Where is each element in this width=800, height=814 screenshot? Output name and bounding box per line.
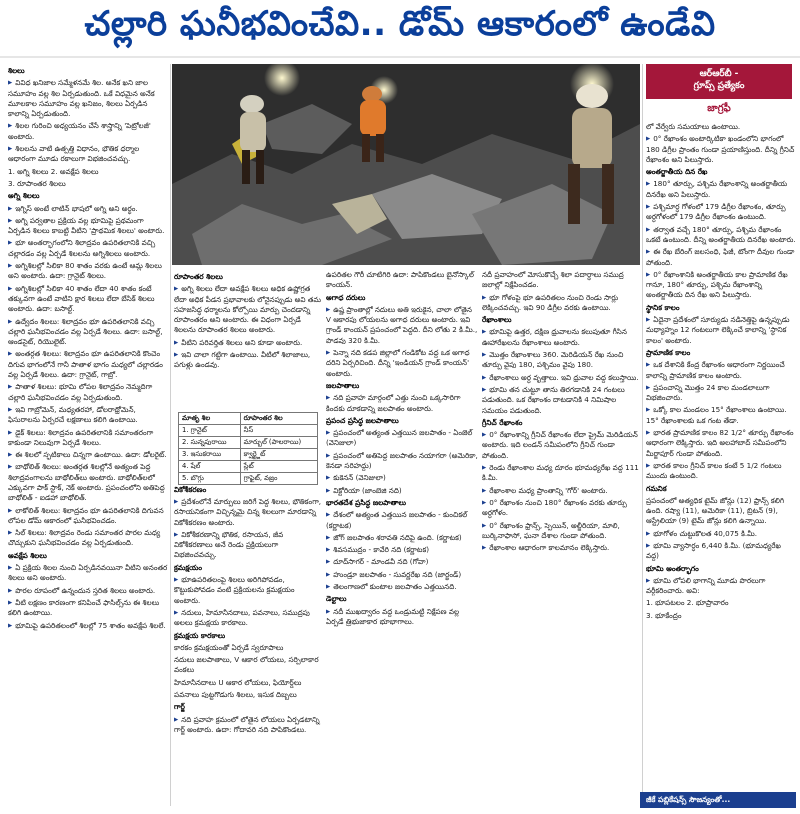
bullet-point: ▶ భూమిపై ఉత్తర, దక్షిణ ధ్రువాలను కలుపుతూ గీసిన ఊహారేఖలను రేఖాంశాలు అంటారు. [482, 327, 642, 348]
bullet-point: ▶ విక్టోరియా (జాంబెజి నది) [326, 486, 478, 496]
table-row [179, 473, 318, 485]
table-cell: 2. సున్నపురాయి [179, 437, 241, 449]
section-heading: శిలలు [8, 66, 25, 75]
bullet-point: ▶ ఇవి గాబ్రోమెన్, మధ్యతరహా, డోలరాథ్రోమెన్, ఫిసురాలను ఏర్పరచే లక్షణాలు కలిగి ఉంటాయి. [8, 405, 168, 426]
subject-label: జాగ్రఫీ [707, 103, 731, 114]
article-column-1 [8, 64, 168, 806]
bullet-point: ▶ పశ్చిమార్ధ గోళంలో 179 డిగ్రీల రేఖాంశం, తూర్పు అర్ధగోళంలో 179 డిగ్రీల రేఖాంశం ఉంటుంది. [646, 202, 796, 223]
table-header: రూపాంతర శిల [240, 413, 317, 425]
column-rule [170, 64, 171, 806]
rock-transformation-table [178, 412, 318, 485]
section-heading: రేఖాంశాలు [482, 315, 512, 325]
bullet-point: ▶ నది ప్రవాహ మార్గంలో ఎత్తు నుంచి ఒక్కసారిగా కిందకు దూకడాన్ని జలపాతం అంటారు. [326, 393, 478, 414]
bullet-point: ▶ అగ్ని శిలలు లేదా అవక్షేప శిలలు అధిక ఉష్ణోగ్రత లేదా అధిక పీడన ప్రభావాలకు లోనైనప్పుడు అవి తమ సహజసిద్ధ ధర్మాలను కోల్పోయి మార్పు చెందడాన్ని రూపాంతరం అని అంటారు. ఈ విధంగా ఏర్పడే శిలలను రూపాంతర శిలలు అంటారు. [174, 284, 322, 335]
bullet-point: ▶ భూఉపరితలంపై శిలలు అరిగిపోవడం, కొట్టుకుపోవడం వంటి ప్రక్రియలను క్రమక్షయం అంటారు. [174, 575, 322, 606]
bullet-point: ▶ నదీ ముఖద్వారం వద్ద ఒండ్రుమట్టి నిక్షేపణ వల్ల ఏర్పడే త్రిభుజాకార భూభాగాలు. [326, 607, 478, 628]
bullet-point: ▶ భూమి లోపలి భాగాన్ని మూడు పొరలుగా వర్గీకరించారు. అవి: [646, 576, 796, 597]
section-heading: గార్జ్ [174, 702, 185, 712]
bullet-point: ▶ పాతాళ శిలలు: భూమి లోపల శిలాద్రవం నెమ్మదిగా చల్లారి ఘనీభవించడం వల్ల ఏర్పడుతుంది. [8, 382, 168, 403]
bullet-point: ▶ ప్రపంచాన్ని మొత్తం 24 కాల మండలాలుగా విభజించారు. [646, 383, 796, 404]
bullet-point: ▶ ఏదైనా ప్రదేశంలో సూర్యుడు నడినెత్తిపై ఉన్నప్పుడు మధ్యాహ్నం 12 గంటలుగా లెక్కించే కాలాన్ని 'స్థానిక కాలం' అంటారు. [646, 315, 796, 346]
bullet-point: ▶ తెలంగాణలో కుంటాల జలపాతం ఎత్తయినది. [326, 582, 478, 592]
table-row [179, 461, 318, 473]
bullet-point: ▶ ఇవి చాలా గట్టిగా ఉంటాయి. వీటిలో శిలాజాలు, పగుళ్లు ఉండవు. [174, 350, 322, 371]
article-column-3 [326, 270, 478, 806]
bullet-point: ▶ అంతర్గత శిలలు: శిలాద్రవం భూ ఉపరితలానికి కొంచెం దిగువ భాగంలోనే గానీ పాతాళ భాగం మధ్యలో చల్లారడం వల్ల ఏర్పడే శిలలు. ఉదా: గ్రానైట్, గాబ్రో. [8, 349, 168, 380]
bullet-point: ▶ నది ప్రవాహ క్రమంలో లోతైన లోయలు ఏర్పడటాన్ని గార్జ్ అంటారు. ఉదా: గోదావరి నది పాపికొండలు. [174, 715, 322, 736]
section-tag [646, 64, 792, 98]
bullet-point: ▶ శిలల గురించి అధ్యయనం చేసే శాస్త్రాన్ని 'పెట్రోలజీ' అంటారు. [8, 121, 168, 142]
table-row [179, 425, 318, 437]
bullet-point: ▶ 0° రేఖాంశం అంటార్కిటికా ఖండంలోని భాగంలో 180 డిగ్రీల ప్రాంతం గుండా ప్రయాణిస్తుంది. దీన్ని గ్రీనిచ్ రేఖాంశం అని పిలుస్తారు. [646, 134, 796, 165]
bullet-point: ▶ ప్రపంచంలో అత్యంత ఎత్తయిన జలపాతం - ఏంజెల్ (వెనిజులా) [326, 428, 478, 449]
bullet-point: ▶ భూమి తన చుట్టూ తాను తిరగడానికి 24 గంటలు పడుతుంది. ఒక రేఖాంశం దాటడానికి 4 నిమిషాల సమయం పడుతుంది. [482, 385, 642, 416]
bullet-point: ▶ అగ్నిశిలల్లో సిలికా 80 శాతం వరకు ఉంటే ఆమ్ల శిలలు అని అంటారు. ఉదా: గ్రానైట్ శిలలు. [8, 261, 168, 282]
bullet-point: ▶ అగ్నిశిలల్లో సిలికా 40 శాతం లేదా 40 శాతం కంటే తక్కువగా ఉంటే వాటిని క్షార శిలలు లేదా బేసిక్ శిలలు అంటారు. ఉదా: బసాల్ట్. [8, 284, 168, 315]
bullet-point: ▶ ఉష్ణ ప్రాంతాల్లో నదులు అతి ఇరుకైన, చాలా లోతైన V ఆకారపు లోయలను అగాధ దరులు అంటారు. ఇవి గ్రాండ్ కాంయన్ ప్రపంచంలో పెద్దది. దీని లోతు 2 కి.మీ., పొడవు 320 కి.మీ. [326, 305, 478, 346]
mining-scene-illustration [172, 64, 640, 265]
section-heading: భారతదేశ ప్రసిద్ధ జలపాతాలు [326, 497, 407, 507]
bullet-point: ▶ భారత ప్రామాణిక కాలం 82 1/2° తూర్పు రేఖాంశం ఆధారంగా లెక్కిస్తారు. ఇది అలహాబాద్ సమీపంలోని మీర్జాపూర్ గుండా పోతుంది. [646, 428, 796, 459]
bullet-point: ▶ మొత్తం రేఖాంశాలు 360. మెరిడియన్ రేఖ నుంచి తూర్పు వైపు 180, పశ్చిమం వైపు 180. [482, 350, 642, 371]
table-row [179, 449, 318, 461]
bullet-point: ▶ లాకోలిత్ శిలలు: శిలాద్రవం భూ ఉపరితలానికి దిగువన లోపల డోమ్ ఆకారంలో ఘనీభవించడం. [8, 506, 168, 527]
bullet-point: ▶ నదులు, హిమానీనదాలు, పవనాలు, సముద్రపు అలలు క్రమక్షయ కారకాలు. [174, 608, 322, 629]
bullet-point: ▶ భూ అంతర్భాగంలోని శిలాద్రవం ఉపరితలానికి వచ్చి చల్లారడం వల్ల ఏర్పడే శిలలను అగ్నిశిలలు అంటారు. [8, 238, 168, 259]
bullet-point: ▶ తర్వాత వచ్చే 180° తూర్పు, పశ్చిమ రేఖాంశం ఒకటే ఉంటుంది. దీన్ని అంతర్జాతీయ దినరేఖ అంటారు. [646, 225, 796, 246]
table-cell: 3. ఇసుకరాయి [179, 449, 241, 461]
section-heading: భూమి అంతర్భాగం [646, 563, 699, 573]
bullet-point: ▶ శివసముద్రం - కావేరి నది (కర్ణాటక) [326, 545, 478, 555]
footer-credit: జీకే పబ్లికేషన్స్ సౌజన్యంతో... [640, 792, 796, 808]
bullet-point: ▶ ఈ రేఖ బేరింగ్ జలసంధి, ఫిజీ, టోంగా దీవుల గుండా పోతుంది. [646, 247, 796, 268]
bullet-point: ▶ పెన్నా నది కడప జిల్లాలో గండికోట వద్ద ఒక అగాధ దరిని ఏర్పరిచింది. దీన్ని 'ఇండియన్ గ్రాండ్ కాంయన్' అంటారు. [326, 348, 478, 379]
section-heading: క్రమక్షయ కారకాలు [174, 630, 226, 640]
bullet-point: ▶ అగ్ని పర్వతాల ప్రక్రియ వల్ల భూమిపై ప్రథమంగా ఏర్పడిన శిలలు కాబట్టి వీటిని 'ప్రాథమిక శిలలు' అంటారు. [8, 216, 168, 237]
tag-line-2: గ్రూప్స్ ప్రత్యేకం [693, 81, 745, 91]
bullet-point: ▶ శిలలను వాటి ఉత్పత్తి విధానం, భౌతిక ధర్మాల ఆధారంగా మూడు రకాలుగా విభజించవచ్చు. [8, 144, 168, 165]
bullet-point: ▶ భూమి వ్యాసార్ధం 6,440 కి.మీ. (భూమధ్యరేఖ వద్ద) [646, 541, 796, 562]
bullet-point: ▶ భూగోళం చుట్టుకొలత 40,075 కి.మీ. [646, 529, 796, 539]
article-column-2 [174, 270, 322, 806]
bullet-point: ▶ హుండ్రూ జలపాతం - సువర్ణరేఖ నది (జార్ఖండ్) [326, 570, 478, 580]
table-cell: 1. గ్రానైట్ [179, 425, 241, 437]
bullet-point: ▶ 0° రేఖాంశాన్ని గ్రీనిచ్ రేఖాంశం లేదా ప్రైమ్ మెరిడియన్ అంటారు. ఇది లండన్ సమీపంలోని గ్రీనిచ్ గుండా పోతుంది. [482, 430, 642, 461]
section-heading: అవక్షేప శిలలు [8, 550, 47, 560]
section-heading: జలపాతాలు [326, 380, 360, 390]
bullet-point: ▶ ప్రదేశంలోనే మార్పులు జరిగే పెద్ద శిలలు, భౌతికంగా, రసాయనికంగా విచ్ఛిన్నమై చిన్న శిలలుగా మారడాన్ని వికోశీకరణం అంటారు. [174, 497, 322, 528]
paragraph: నదులు జలపాతాలు, V ఆకార లోయలు, సర్పిలాకార వంకలు [174, 655, 319, 675]
paragraph: 1. భూపటలం 2. భూప్రావారం [646, 598, 729, 608]
section-heading: అగ్ని శిలలు [8, 191, 40, 201]
bullet-point: ▶ జోగ్ జలపాతం శరావతి నదిపై ఉంది. (కర్ణాటక) [326, 533, 478, 543]
bullet-point: ▶ ఈ శిలలో స్ఫటికాలు చిన్నగా ఉంటాయి. ఉదా: డోలరైట్. [8, 450, 168, 460]
bullet-point: ▶ దేశంలో అత్యంత ఎత్తయిన జలపాతం - కుంచికల్ (కర్ణాటక) [326, 510, 478, 531]
bullet-point: ▶ కుకెనన్ (వెనిజులా) [326, 473, 478, 483]
paragraph: కారకం క్రమక్షయంతో ఏర్పడే స్వరూపాలు [174, 642, 284, 652]
paragraph: ప్రపంచంలో అత్యధిక టైమ్ జోన్లు (12) ఫ్రాన్స్ కలిగి ఉంది. రష్యా (11), అమెరికా (11), బ్రిటన్ (9), ఆస్ట్రేలియా (9) టైమ్ జోన్లు కలిగి ఉన్నాయి. [646, 495, 785, 526]
table-cell: 5. బొగ్గు [179, 473, 241, 485]
table-cell: గ్రాఫైట్, వజ్రం [240, 473, 317, 485]
bullet-point: ▶ ఒక్కో కాల మండలం 15° రేఖాంశాలు ఉంటాయి. 15° రేఖాంశాలకు ఒక గంట తేడా. [646, 405, 796, 426]
paragraph: ఉపరితల గౌరీ చూటిగిరి ఉదా: పాపికొండలు బైనోస్కాల్ కాంయన్. [326, 270, 474, 290]
bullet-point: ▶ ఒక దేశానికి కేంద్ర రేఖాంశం ఆధారంగా నిర్ణయించే కాలాన్ని ప్రామాణిక కాలం అంటారు. [646, 360, 796, 381]
section-heading: క్రమక్షయం [174, 562, 202, 572]
bullet-point: ▶ 0° రేఖాంశం ఫ్రాన్స్, స్పెయిన్, అల్జీరియా, మాలి, బుర్కినాఫాసో, ఘనా దేశాల గుండా పోతుంది. [482, 521, 642, 542]
section-heading: ప్రామాణిక కాలం [646, 347, 691, 357]
paragraph: 3. రూపాంతర శిలలు [8, 178, 66, 188]
bullet-point: ▶ రేఖాంశాల ఆధారంగా కాలమానం లెక్కిస్తారు. [482, 543, 642, 553]
bullet-point: ▶ ఉద్వేదం శిలలు: శిలాద్రవం భూ ఉపరితలానికి వచ్చి చల్లారి ఘనీభవించడం వల్ల ఏర్పడే శిలలు. ఉదా: బసాల్ట్, ఆండసైట్, రియొలైట్. [8, 317, 168, 348]
bullet-point: ▶ భారత కాలం గ్రీనిచ్ కాలం కంటే 5 1/2 గంటలు ముందు ఉంటుంది. [646, 461, 796, 482]
table-header-row [179, 413, 318, 425]
bullet-point: ▶ వివిధ ఖనిజాల సమ్మేళనమే శిల. అనేక ఖని జాల సమూహం వల్ల శిల ఏర్పడుతుంది. ఒకే విధమైన అనేక మూలకాల సమూహం వల్ల ఖనిజం, శిలలు ఏర్పడిన కాలాన్ని ఏర్పడుతుంది. [8, 78, 168, 119]
headline: చల్లారి ఘనీభవించేవి.. డోమ్ ఆకారంలో ఉండేవి [0, 0, 800, 58]
bullet-point: ▶ రెండు రేఖాంశాల మధ్య దూరం భూమధ్యరేఖ వద్ద 111 కి.మీ. [482, 463, 642, 484]
column-rule [642, 64, 643, 806]
bullet-point: ▶ వికోశీకరణాన్ని భౌతిక, రసాయన, జీవ వికోశీకరణాలు అనే రెండు ప్రక్రియలుగా విభజించవచ్చు. [174, 530, 322, 561]
bullet-point: ▶ భూమిపై ఉపరితలంలో శిలల్లో 75 శాతం అవక్షేప శిలలే. [8, 621, 168, 631]
bullet-point: ▶ ఏ ప్రక్రియ శిలల నుంచి ఏర్పడినవయినా వీటిని అనంతర శిలలు అని అంటారు. [8, 563, 168, 584]
bullet-point: ▶ రేఖాంశాలు అర్ధ వృత్తాలు. ఇవి ధ్రువాల వద్ద కలుస్తాయి. [482, 373, 642, 383]
bullet-point: ▶ 0° రేఖాంశం నుంచి 180° రేఖాంశం వరకు తూర్పు అర్ధగోళం. [482, 498, 642, 519]
tag-line-1: ఆర్ఆర్‌బీ - [699, 69, 739, 79]
bullet-point: ▶ సిల్ శిలలు: శిలాద్రవం రెండు సమాంతర పొరల మధ్య చొచ్చుకుని ఘనీభవించడం వల్ల ఏర్పడుతుంది. [8, 528, 168, 549]
bullet-point: ▶ రేఖాంశాల మధ్య ప్రాంతాన్ని 'గోర్' అంటారు. [482, 486, 642, 496]
section-heading: రూపాంతర శిలలు [174, 272, 223, 281]
section-heading: అంతర్జాతీయ దిన రేఖ [646, 167, 708, 177]
bullet-point: ▶ వీటి లక్షణం కారణంగా కనిపించే ఫాసిల్స్‌ను ఈ శిలలు కలిగి ఉంటాయి. [8, 598, 168, 619]
table-cell: మార్బుల్ (పాలరాయి) [240, 437, 317, 449]
table-cell: నీస్ [240, 425, 317, 437]
bullet-point: ▶ భూ గోళంపై భూ ఉపరితలం నుంచి రెండు సార్లు లెక్కించవచ్చు. ఇవి 90 డిగ్రీల వరకు ఉంటాయి. [482, 293, 642, 314]
section-heading: అగాధ దరులు [326, 292, 366, 302]
paragraph: నదీ ప్రవాహంలో మోసుకొచ్చే శిలా పదార్థాలు సముద్ర జలాల్లో నిక్షేపించడం. [482, 270, 624, 290]
section-heading: గమనిక [646, 483, 667, 493]
paragraph: పవనాలు పుట్టగొడుగు శిలలు, ఇసుక దిబ్బలు [174, 690, 297, 700]
bullet-point: ▶ పొరల రూపంలో ఉన్నందున స్తరిత శిలలు అంటారు. [8, 586, 168, 596]
bullet-point: ▶ వీటిని పరివర్తిత శిలలు అని కూడా అంటారు. [174, 338, 322, 348]
bullet-point: ▶ ప్రపంచంలో అతిపెద్ద జలపాతం నయాగరా (అమెరికా, కెనడా సరిహద్దు) [326, 451, 478, 472]
paragraph: 1. అగ్ని శిలలు 2. అవక్షేప శిలలు [8, 166, 99, 176]
bullet-point: ▶ డైక్ శిలలు: శిలాద్రవం ఉపరితలానికి సమాంతరంగా కాకుండా నిలువుగా ఏర్పడే శిలలు. [8, 428, 168, 449]
tag-divider [646, 98, 792, 99]
bullet-point: ▶ 180° తూర్పు, పశ్చిమ రేఖాంశాన్ని అంతర్జాతీయ దినరేఖ అని పిలుస్తారు. [646, 179, 796, 200]
paragraph: లో వేర్వేరు సమయాలు ఉంటాయి. [646, 122, 741, 131]
section-heading: గ్రీనిచ్ రేఖాంశం [482, 417, 523, 427]
table-header: మాతృ శిల [179, 413, 241, 425]
bullet-point: ▶ 0° రేఖాంశానికి అంతర్జాతీయ కాల ప్రామాణిక రేఖ గానూ, 180° తూర్పు, పశ్చిమ రేఖాంశాన్ని అంతర్జాతీయ దిన రేఖ అని పిలుస్తారు. [646, 270, 796, 301]
bullet-point: ▶ దూద్‌సాగర్ - మాండవీ నది (గోవా) [326, 557, 478, 567]
bullet-point: ▶ ఇగ్నిస్ అంటే లాటిన్ భాషలో అగ్ని అని అర్థం. [8, 204, 168, 214]
bullet-point: ▶ బాథోలిత్ శిలలు: అంతర్గత శిలల్లోనే అత్యంత పెద్ద శిలాద్రవంగాలను బాథోలిత్‌లు అంటారు. బాథోలిత్‌లలో ఎక్కువగా పాక్ స్టాక్, నెక్ అంటారు. ప్రపంచంలోని అతిపెద్ద బాథోలిత్ - ఐడహా బాథోలిత్. [8, 462, 168, 503]
table-cell: 4. షేల్ [179, 461, 241, 473]
section-heading: స్థానిక కాలం [646, 302, 680, 312]
paragraph: హిమానీనదాలు U ఆకార లోయలు, ఫియోర్డ్‌లు [174, 677, 302, 687]
article-column-5 [646, 122, 796, 788]
table-cell: క్వార్ట్జైట్ [240, 449, 317, 461]
table-row [179, 437, 318, 449]
section-heading: ప్రపంచ ప్రసిద్ధ జలపాతాలు [326, 415, 399, 425]
table-cell: స్లేట్ [240, 461, 317, 473]
mining-photo [172, 64, 640, 265]
section-heading: వికోశీకరణం [174, 484, 207, 494]
article-column-4 [482, 270, 642, 806]
section-heading: డెల్టాలు [326, 594, 347, 604]
paragraph: 3. భూకేంద్రం [646, 610, 682, 620]
